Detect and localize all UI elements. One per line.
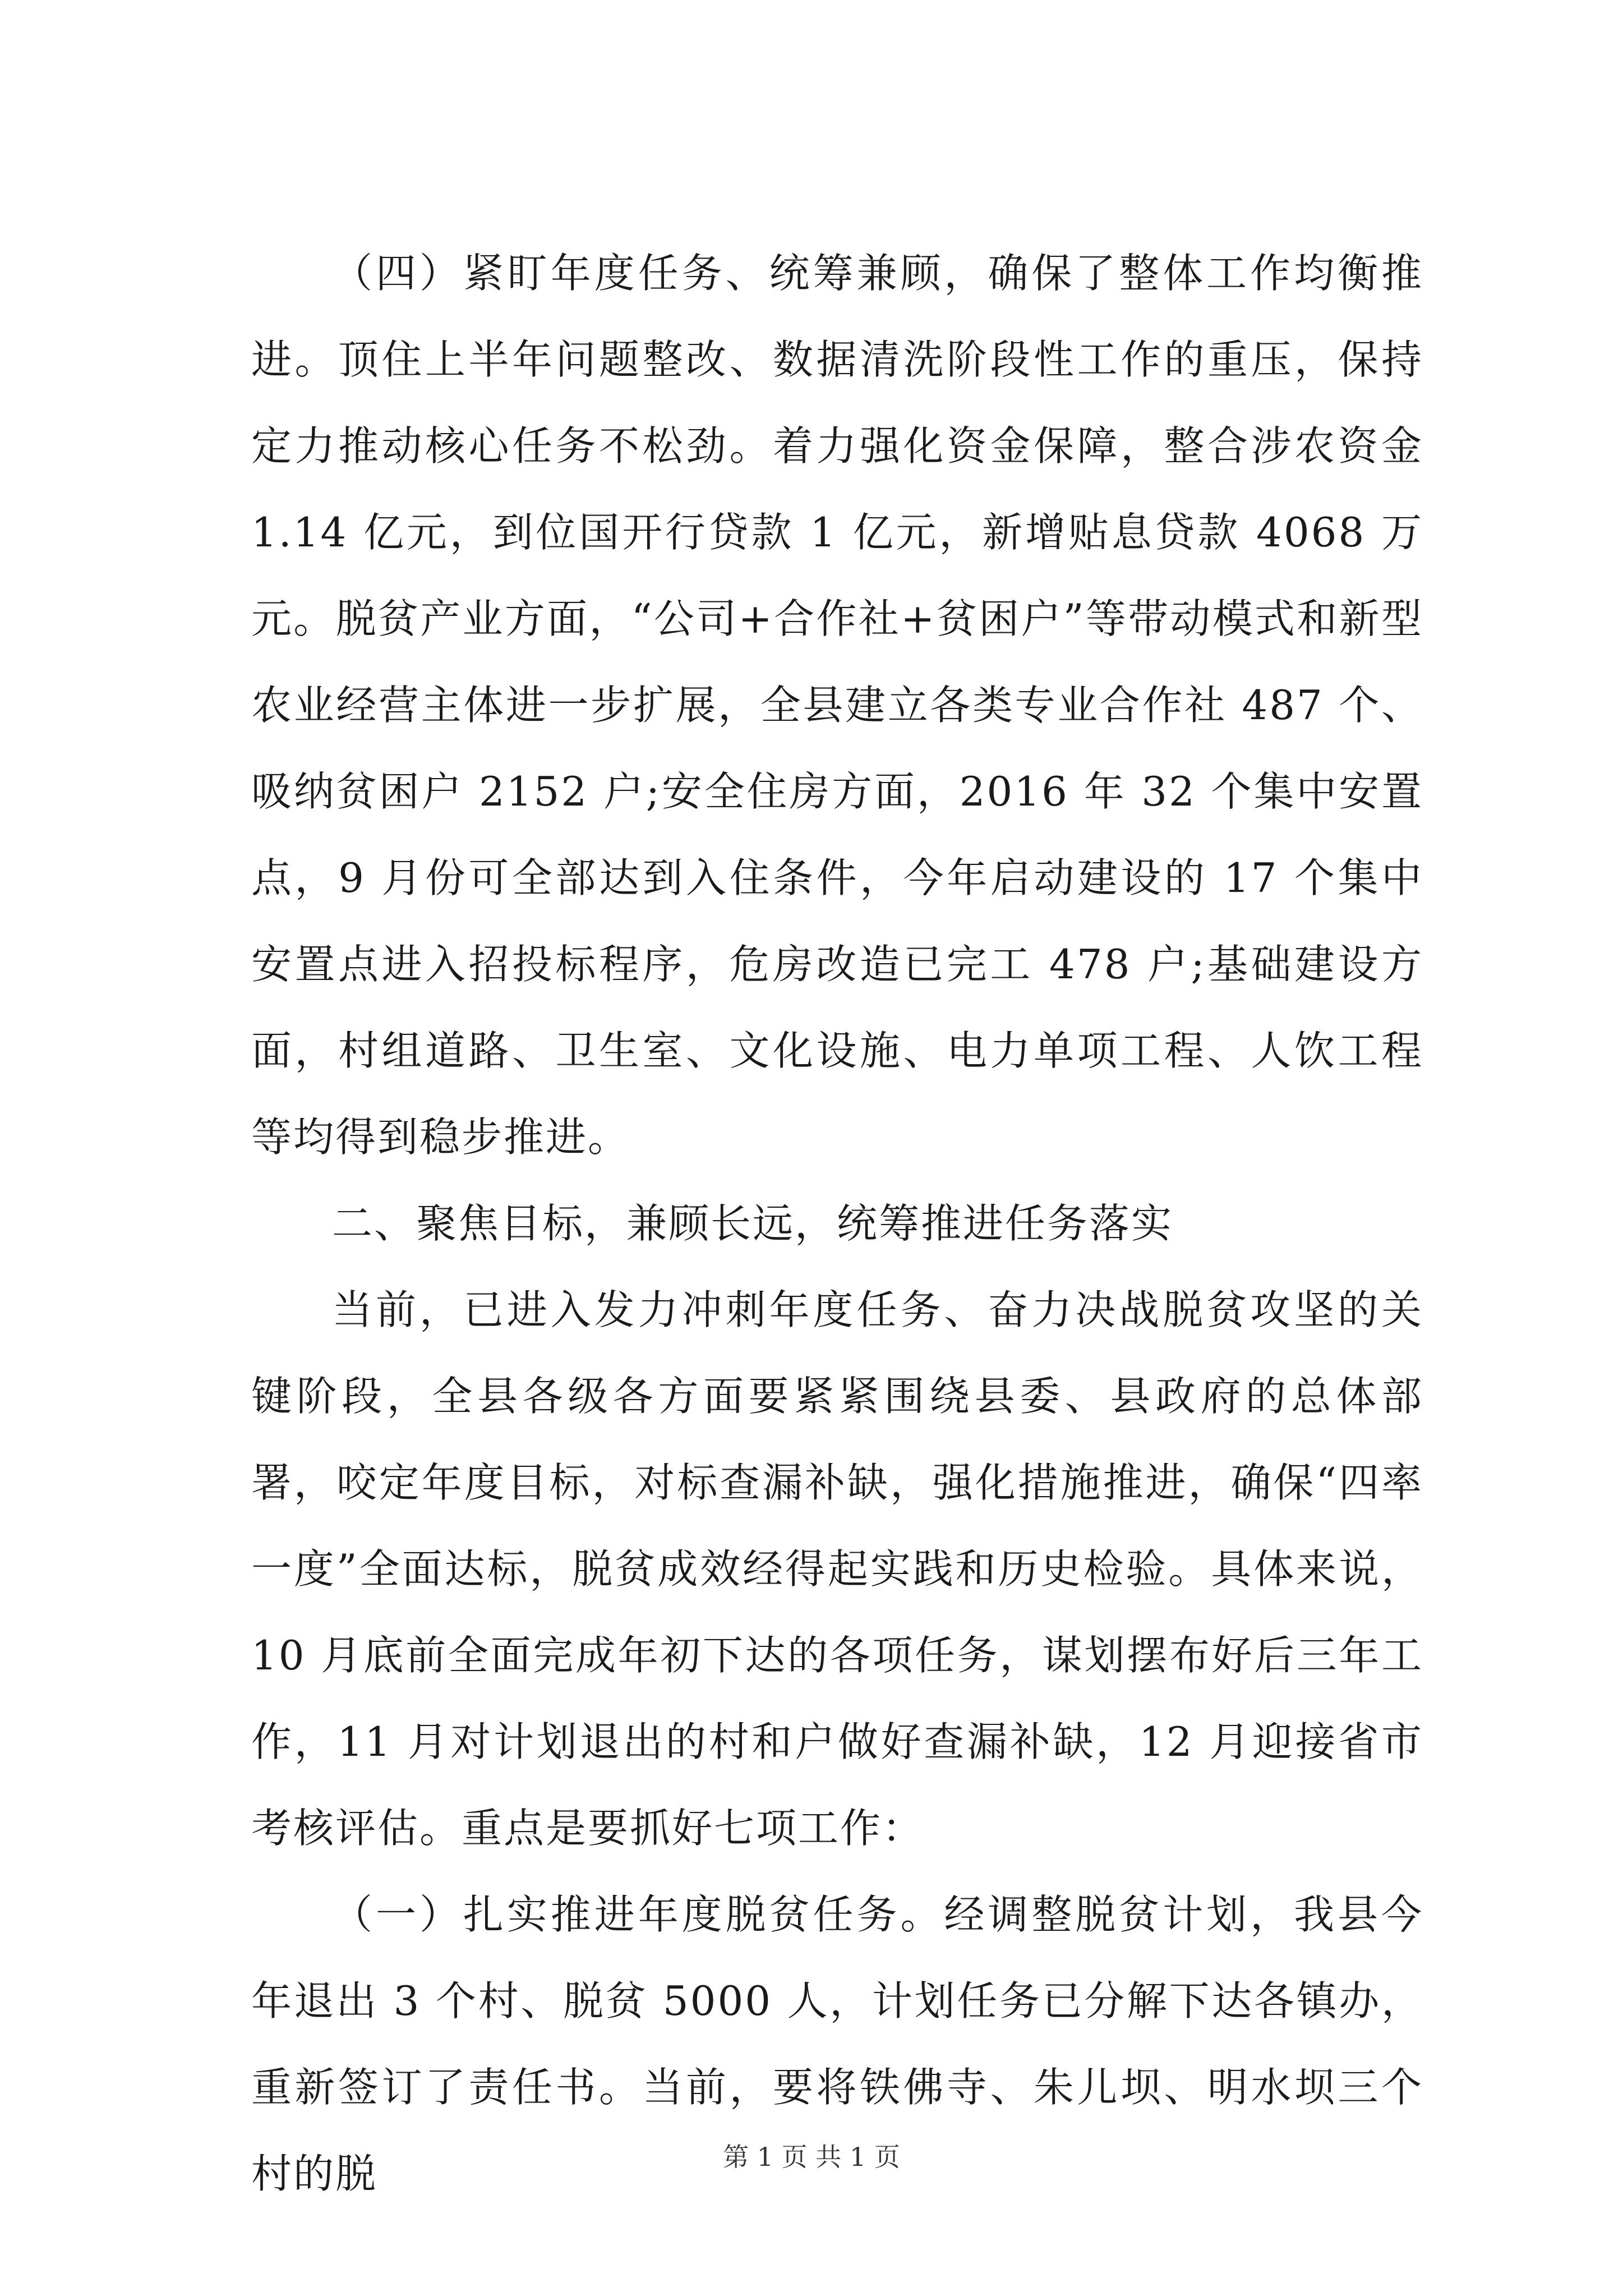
paragraph-current-stage: 当前，已进入发力冲刺年度任务、奋力决战脱贫攻坚的关键阶段，全县各级各方面要紧紧围绕县委、县政府的总体部署，咬定年度目标，对标查漏补缺，强化措施推进，确保“四率一度”全面达标，脱贫成效经得起实践和历史检验。具体来说，10 月底前全面完成年初下达的各项任务，谋划摆布好后三年工作，11 月对计划退出的村和户做好查漏补缺，12 月迎接省市考核评估。重点是要抓好七项工作： — [251, 1286, 1423, 1852]
document-body — [251, 230, 1423, 2217]
section-heading-2: 二、聚焦目标，兼顾长远，统筹推进任务落实 — [332, 1200, 1174, 1247]
paragraph-task-1: （一）扎实推进年度脱贫任务。经调整脱贫计划，我县今年退出 3 个村、脱贫 5000 人，计划任务已分解下达各镇办，重新签订了责任书。当前，要将铁佛寺、朱儿坝、明水坝三个村的脱 — [251, 1891, 1423, 2197]
page-footer: 第 1 页 共 1 页 — [723, 2142, 900, 2172]
paragraph-section-4-summary: （四）紧盯年度任务、统筹兼顾，确保了整体工作均衡推进。顶住上半年问题整改、数据清洗阶段性工作的重压，保持定力推动核心任务不松劲。着力强化资金保障，整合涉农资金 1.14 亿元，到位国开行贷款 1 亿元，新增贴息贷款 4068 万元。脱贫产业方面，“公司+合作社+贫困户”等带动模式和新型农业经营主体进一步扩展，全县建立各类专业合作社 487 个、吸纳贫困户 2152 户;安全住房方面，2016 年 32 个集中安置点，9 月份可全部达到入住条件，今年启动建设的 17 个集中安置点进入招投标程序，危房改造已完工 478 户;基础建设方面，村组道路、卫生室、文化设施、电力单项工程、人饮工程等均得到稳步推进。 — [251, 250, 1423, 1161]
